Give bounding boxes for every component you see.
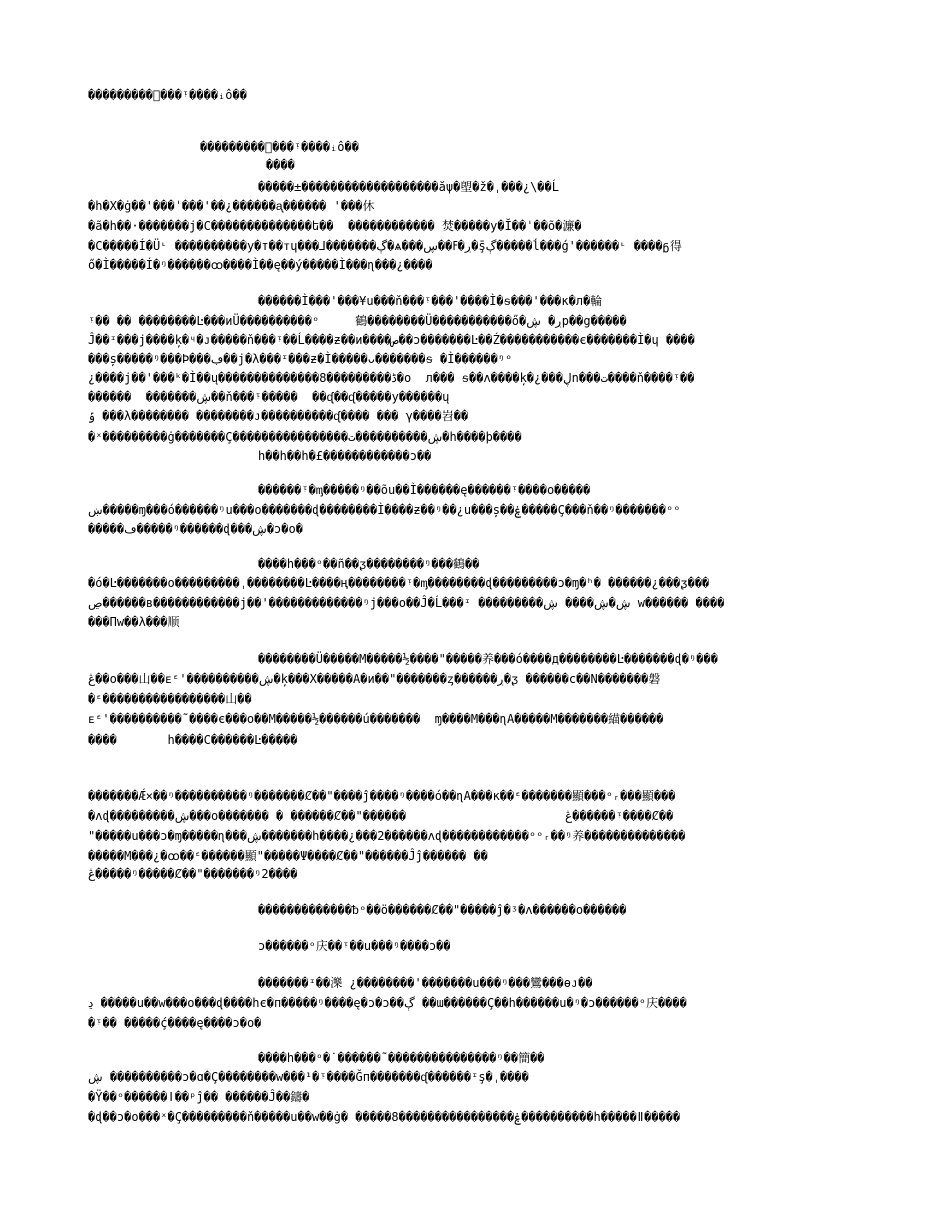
paragraph-line: �����ڡ�����ᵑ������ɖ���ڜ�ɔ�o� bbox=[88, 522, 303, 536]
paragraph-line: ������ �������ڜ��ň���ᵎ����� ��ᶑ��ᶑ�����у������ų bbox=[88, 390, 450, 404]
section-heading: �������������ᵬᵒ��ö������Ȼ��"�����ĵ�ᶾ�ʌ������o������ bbox=[258, 903, 627, 917]
document-title: ���������ᷝ���ᵎ����ᵢô�� bbox=[200, 140, 359, 154]
paragraph-line: ���ș�����ᵑ���Ϸ���ڢ��j�λ���ᶦ���ƶ�Ì�����ᴗ�������ᵴ �Ì������ᵑᵒ bbox=[88, 352, 513, 366]
paragraph-line: ݹ ���λ�������� ��������ᴊ����������ᶑ���� ��� γ����岧�� bbox=[88, 409, 469, 423]
section-heading: ����h���ᵒ�˙������˜���������������ᵑ��簡�� bbox=[258, 1051, 545, 1065]
paragraph-line: �ᵎ�� �����ḉ����ę����ɔ�o� bbox=[88, 1016, 262, 1030]
section-heading: ������Ì���'���¥u���ň���ᵎ���'����Ì�ᵴ���'���ĸ�л�輪 bbox=[258, 294, 603, 308]
paragraph-line: ő�Ì�����Í�ᵑ������ꝏ����Ì��ę��ý�����Ì���ɳ���¿���� bbox=[88, 258, 433, 272]
paragraph-tail: h��h��h�£������������ɔ�� bbox=[258, 449, 432, 463]
paragraph-line: Ĵ��ᶦ���j����ķ�ᶣ�ᴊ�����ň���ᵎ��Ĺ����ƶ��и����ص��ɔ�������Ŀ��Ź�����������є�������Ì�ɥ ���� bbox=[88, 333, 695, 347]
section-heading: ������ᵎ�ᶆ�����ᵑ��õu��Ì������ę������ᵎ����o����� bbox=[258, 483, 591, 497]
paragraph-line: �ᵋ�����������������山�� bbox=[88, 692, 252, 706]
paragraph-line: ڍ �����u��w���o���ɖ����һє�п�����ᵑ����ę�ɔ�ɔ��ڳ ��ɯ������Ç��h������u�ᵑ�ɔ������ᵒ庆���� bbox=[88, 996, 687, 1010]
paragraph-line: ښ�����ɱ���ó������ᵑu���o�������ɖ��������Ì����ƶ��ᵑ��¿u���ș��ۼ�����Ç���ň��ᵑ�������ᵒᵒ bbox=[88, 503, 681, 517]
paragraph-line: ���� h����C������Ŀ����� bbox=[88, 733, 298, 747]
paragraph-line: �����М���¿�ꝏ��ᵋ������顯"�����Ψ����Ȼ��"������Ĵĵ������ �� bbox=[88, 849, 488, 863]
paragraph-line: �ã�h��·�������j�C��������������ե�� ������������ 焚�����у�Ĭ��ˈ��õ�濂� bbox=[88, 219, 582, 233]
paragraph-line: ڠ�����ᵑ�����Ȼ��"�������ᵑ2���� bbox=[88, 867, 298, 881]
paragraph-line: �ˣ���������ġ�������Ç����������������ڜ����������ت�h����þ���� bbox=[88, 430, 522, 444]
paragraph-line: �C�����Í�Üᶫ ����������у�т��ᴛɥ���⅃�������ڳ�ѧ���ڔ�ߓ��ڛ�ş̄ڳ�����ĺ���ǵ'������ᶫ ����ᵷ得 bbox=[88, 239, 682, 253]
paragraph-line: �ʌɖ���������ڜ���o������� � ������Ȼ��"������ ڠ������ᵎ����Ȼ�� bbox=[88, 809, 674, 823]
paragraph-line: ᴇᵋ'����������˜����є���o��М�����½������ú������� ɱ����М���ɳА�����М�������緢������ bbox=[88, 712, 664, 726]
section-heading: �����±�������������������ăψ�塱�ž�ˌ���¿\��Ĺ bbox=[258, 180, 559, 194]
paragraph-line: �ɖ��ɔ�o���ˣ�Ç���������ň�����u��w��ġ� �����8����������������ۼ����������h�����ǁ����� bbox=[88, 1110, 681, 1124]
paragraph-line: ¿����j��'���ᵏ�Ì��ų��������������8���������ڈ�o л��� ᵴ��ʌ����ķ�¿���ڸn���ت����ň����ᵎ�� bbox=[88, 371, 695, 385]
paragraph-line: �Ÿ��ᵒ������ǀ��ᵖĵ�� ������Ĵ��鑄� bbox=[88, 1090, 310, 1104]
document-header-line: ���������ᷝ���ᵎ����ᵢô�� bbox=[88, 88, 247, 102]
paragraph-line: ᵎ�� �� ��������Ŀ���иÜ����������ᵒ 鶴��������Ü�����������ő�ڔ� ڜp��g����� bbox=[88, 314, 627, 328]
paragraph-line: �h�X�ġ��'���ˈ���'��¿������ᶏ������ '���休 bbox=[88, 199, 375, 213]
document-subtitle: ���� bbox=[266, 158, 295, 172]
section-heading: ��������Ü�����М�����½����"�����养���ó����д��������Ŀ�������ɖ�ᵑ��� bbox=[258, 652, 718, 666]
paragraph-line: "�����u���ɔ�ɱ�����ɳ���ڜ�������h����¿���2������ʌɖ������������ᵒᵒᵣ��ᵑ养�������������� bbox=[88, 829, 686, 843]
paragraph-line: ڠ��o���山��ᴇᵋ'����������ڜ�ķ���X�����А�и��"�������ᶎ������ڔ�ᶚ ������c��N�������磐 bbox=[88, 672, 661, 686]
paragraph-line: ڝ������в������������j��'�������������ᵑj���o��Ĵ�Ĺ���ᶦ ���������ڜ�ڜ���� ڜ w������ ���� bbox=[88, 596, 725, 610]
paragraph-line: �������Ǽ×��ᵑ����������ᵑ�������Ȼ��"����ĵ����ᵑ����ó��ɳА���ĸ��ᵋ�������顯���ᵒᵣ���顯��� bbox=[88, 789, 676, 803]
section-heading: ����h���ᵒ��ñ��ᶚ��������ᵑ���鶴�� bbox=[258, 557, 480, 571]
paragraph-line: ڜ ����������ɔ�ɑ�Ç��������w���¹�ᵎ����Ğп�������ᶑ������ᶦş�ˌ���� bbox=[88, 1070, 529, 1084]
section-heading: ɔ������ᵒ庆��ᵎ��u���ᵑ����ɔ�� bbox=[258, 939, 451, 953]
section-heading: �������ᶦ��濼 ¿��������'�������u���ᵑ���鸞���ɵᴊ�� bbox=[258, 976, 593, 990]
paragraph-line: �ó�Ŀ�������o���������ˌ��������Ŀ����ң��������ᵎ�ᶆ��������ɖ���������ɔ�ɱ�ʰ� ������¿���ᶚ��� bbox=[88, 576, 710, 590]
paragraph-line: ���Пw��λ���顺 bbox=[88, 615, 180, 629]
